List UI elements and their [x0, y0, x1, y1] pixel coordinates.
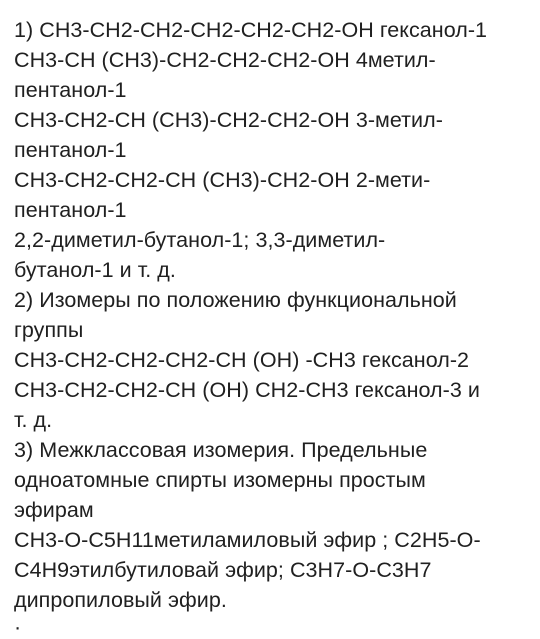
text-line: СН3-СН (СН3)-СН2-СН2-СН2-ОН 4метил- — [14, 48, 436, 72]
text-line: СН3-СН2-СН2-СН2-СН (ОН) -СН3 гексанол-2 — [14, 348, 470, 372]
answer-text — [14, 15, 538, 615]
text-line: одноатомные спирты изомерны простым — [14, 468, 426, 492]
text-line: пентанол-1 — [14, 138, 127, 162]
text-line: СН3-СН2-СН2-СН (ОН) СН2-СН3 гексанол-3 и — [14, 378, 480, 402]
text-line: группы — [14, 318, 84, 342]
text-line: СН3-О-С5Н11метиламиловый эфир ; С2Н5-О- — [14, 528, 481, 552]
text-line: эфирам — [14, 498, 94, 522]
text-line: 1) СН3-СН2-СН2-СН2-СН2-СН2-ОН гексанол-1 — [14, 18, 488, 42]
text-line: 3) Межклассовая изомерия. Предельные — [14, 438, 428, 462]
text-line: С4Н9этилбутиловай эфир; С3Н7-О-С3Н7 — [14, 558, 432, 582]
text-line: бутанол-1 и т. д. — [14, 258, 176, 282]
text-line: пентанол-1 — [14, 198, 127, 222]
text-line: 2,2-диметил-бутанол-1; 3,3-диметил- — [14, 228, 386, 252]
text-line: СН3-СН2-СН (СН3)-СН2-СН2-ОН 3-метил- — [14, 108, 443, 132]
text-line: 2) Изомеры по положению функциональной — [14, 288, 457, 312]
text-line: СН3-СН2-СН2-СН (СН3)-СН2-ОН 2-мети- — [14, 168, 431, 192]
text-line: дипропиловый эфир. — [14, 588, 227, 612]
text-line: т. д. — [14, 408, 53, 432]
text-line: пентанол-1 — [14, 78, 127, 102]
cut-off-next-line: · — [14, 615, 22, 639]
